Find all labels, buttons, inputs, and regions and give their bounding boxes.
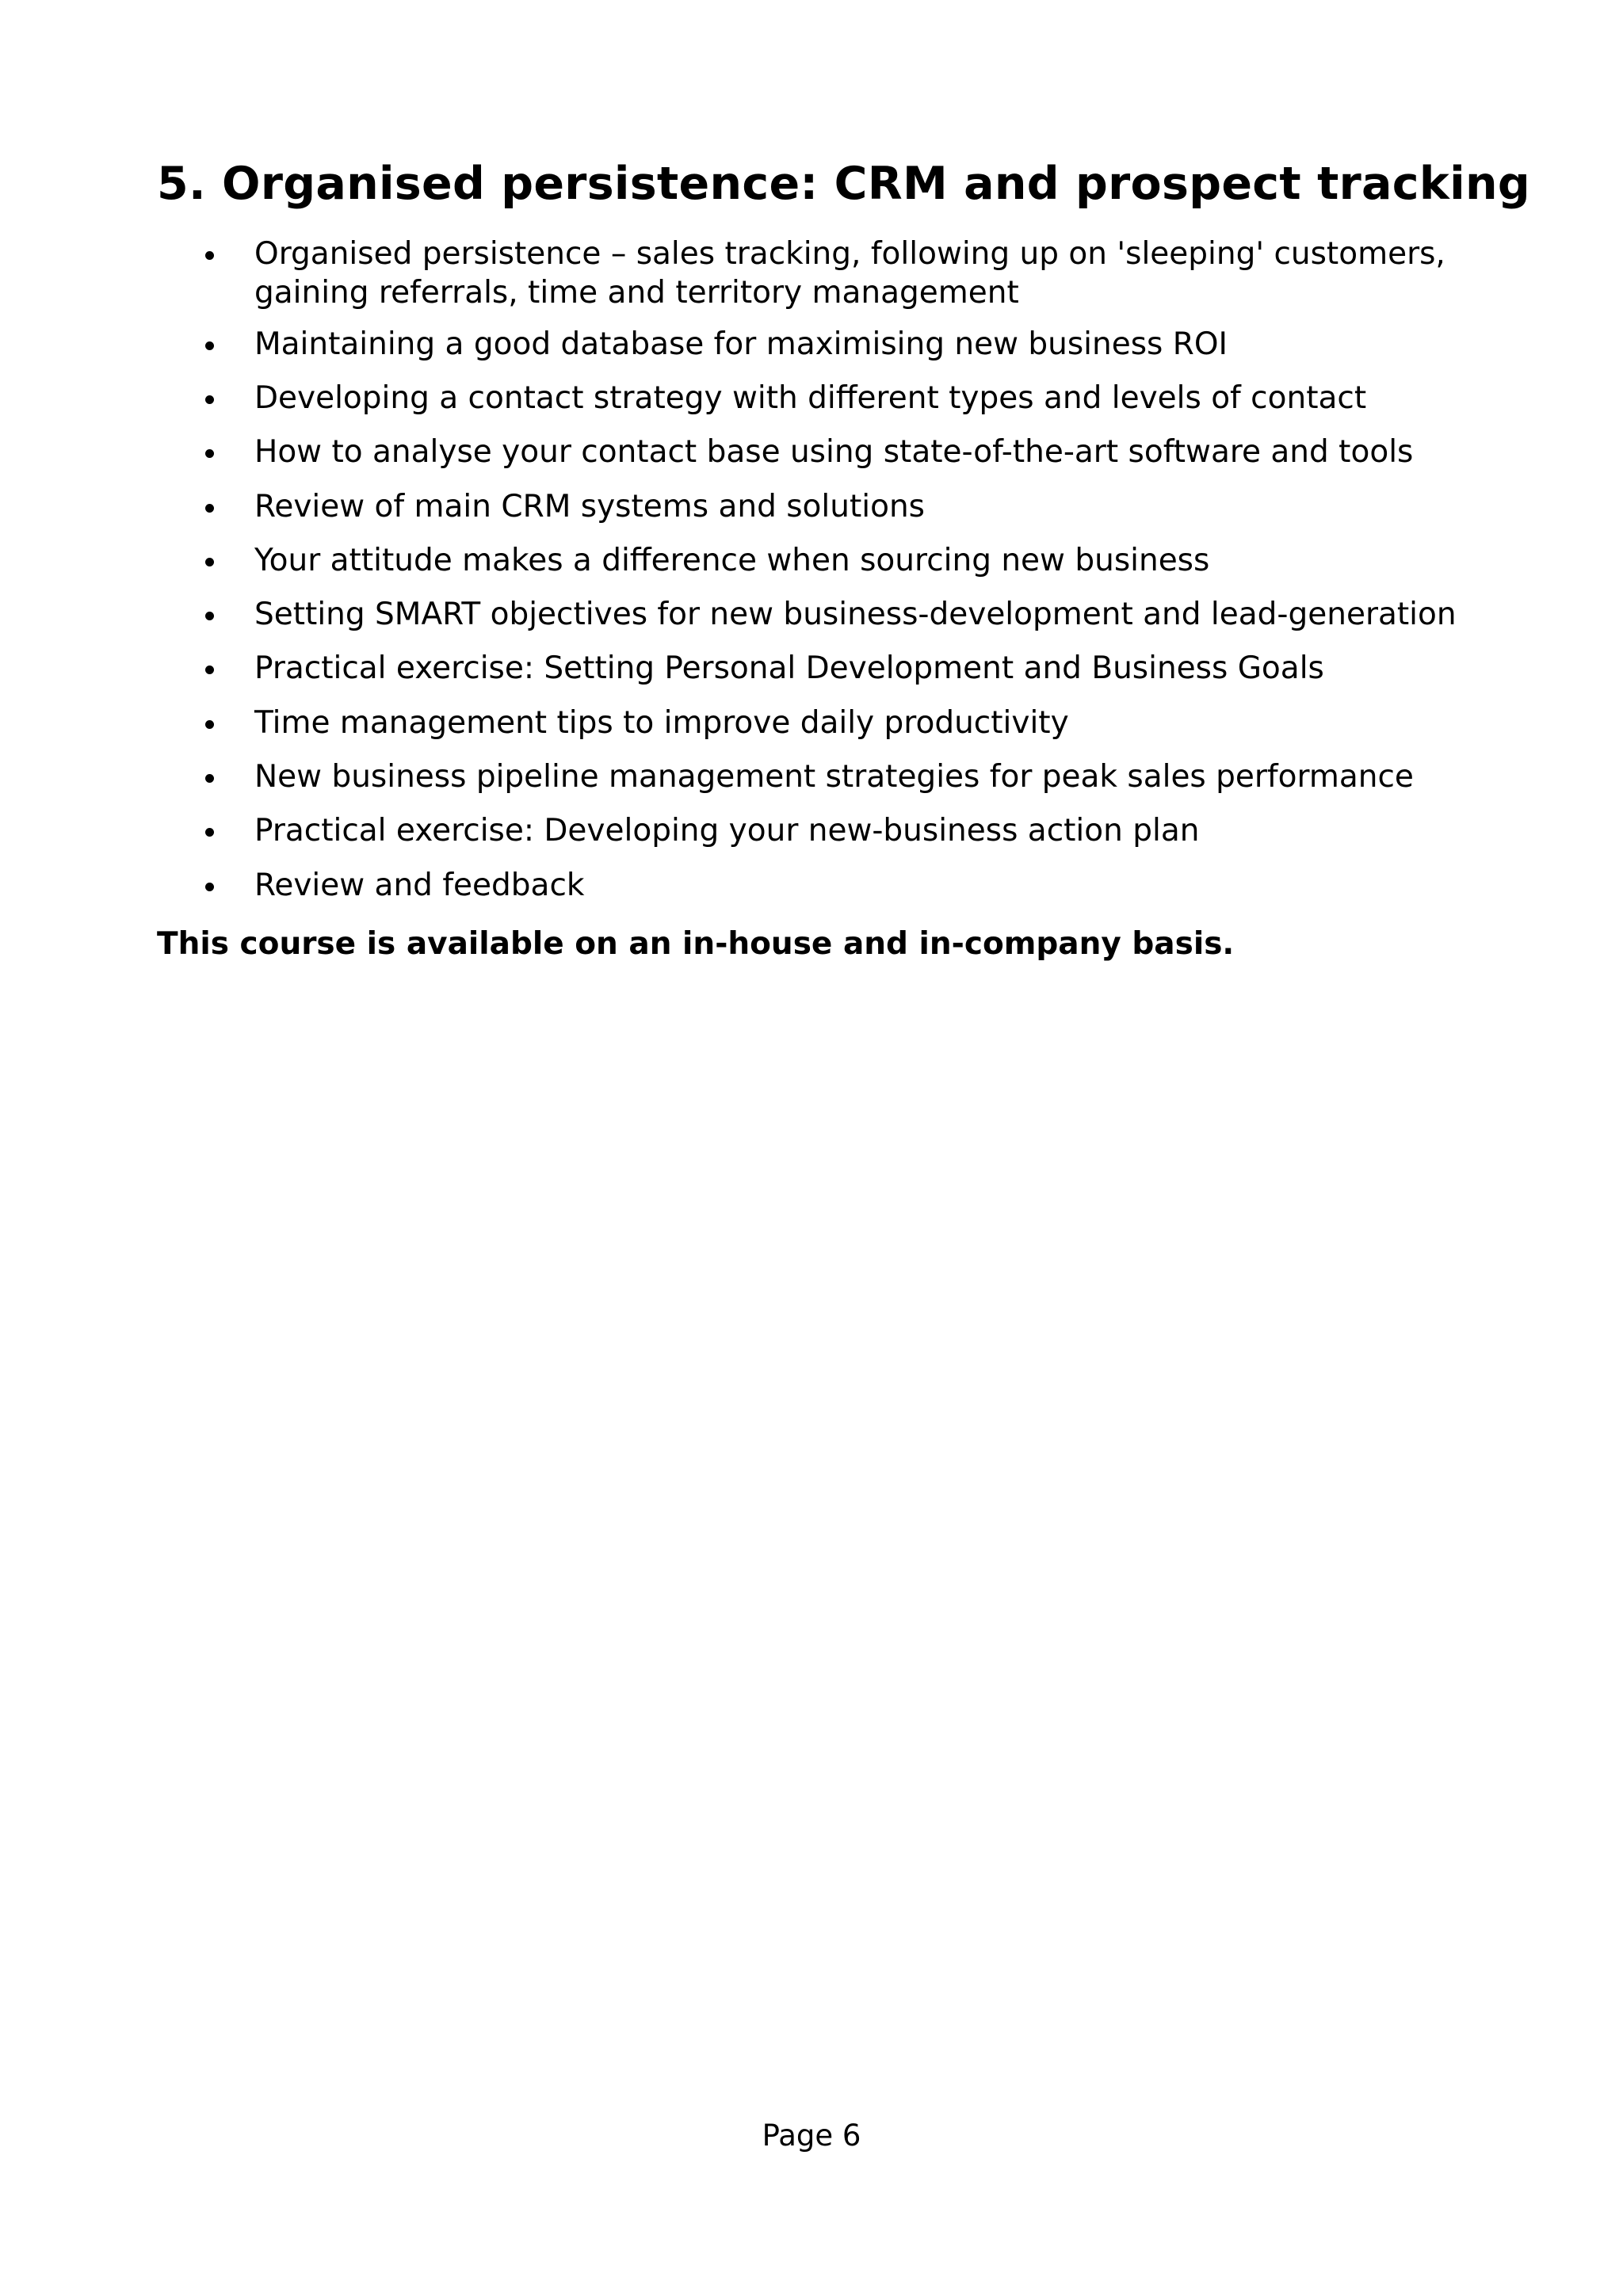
- bullet-dot-icon: [205, 251, 214, 260]
- bullet-dot-icon: [205, 395, 214, 404]
- bullet-text-line: gaining referrals, time and territory management: [254, 275, 1019, 311]
- bullet-text-line: Maintaining a good database for maximising new business ROI: [254, 326, 1228, 362]
- page-number: Page 6: [762, 2119, 861, 2153]
- bullet-text-line: Your attitude makes a difference when sourcing new business: [254, 543, 1210, 578]
- bullet-dot-icon: [205, 883, 214, 891]
- bullet-text-line: Review of main CRM systems and solutions: [254, 489, 925, 524]
- bullet-dot-icon: [205, 558, 214, 566]
- bullet-dot-icon: [205, 341, 214, 350]
- bullet-dot-icon: [205, 828, 214, 837]
- bullet-dot-icon: [205, 720, 214, 729]
- bullet-text-line: Practical exercise: Setting Personal Development and Business Goals: [254, 650, 1324, 686]
- bullet-text-line: Review and feedback: [254, 868, 585, 903]
- bullet-dot-icon: [205, 504, 214, 513]
- availability-note: This course is available on an in-house and in-company basis.: [157, 926, 1235, 962]
- bullet-text-line: Setting SMART objectives for new business-development and lead-generation: [254, 597, 1457, 632]
- bullet-dot-icon: [205, 774, 214, 783]
- bullet-text-line: Practical exercise: Developing your new-business action plan: [254, 813, 1200, 849]
- bullet-text-line: Organised persistence – sales tracking, following up on 'sleeping' customers,: [254, 236, 1445, 272]
- bullet-dot-icon: [205, 666, 214, 674]
- bullet-text-line: Developing a contact strategy with different types and levels of contact: [254, 380, 1367, 416]
- bullet-dot-icon: [205, 612, 214, 620]
- section-heading: 5. Organised persistence: CRM and prospect tracking: [157, 158, 1530, 210]
- bullet-text-line: How to analyse your contact base using state-of-the-art software and tools: [254, 434, 1414, 470]
- bullet-text-line: Time management tips to improve daily productivity: [254, 705, 1069, 741]
- bullet-dot-icon: [205, 449, 214, 458]
- bullet-text-line: New business pipeline management strategies for peak sales performance: [254, 759, 1414, 795]
